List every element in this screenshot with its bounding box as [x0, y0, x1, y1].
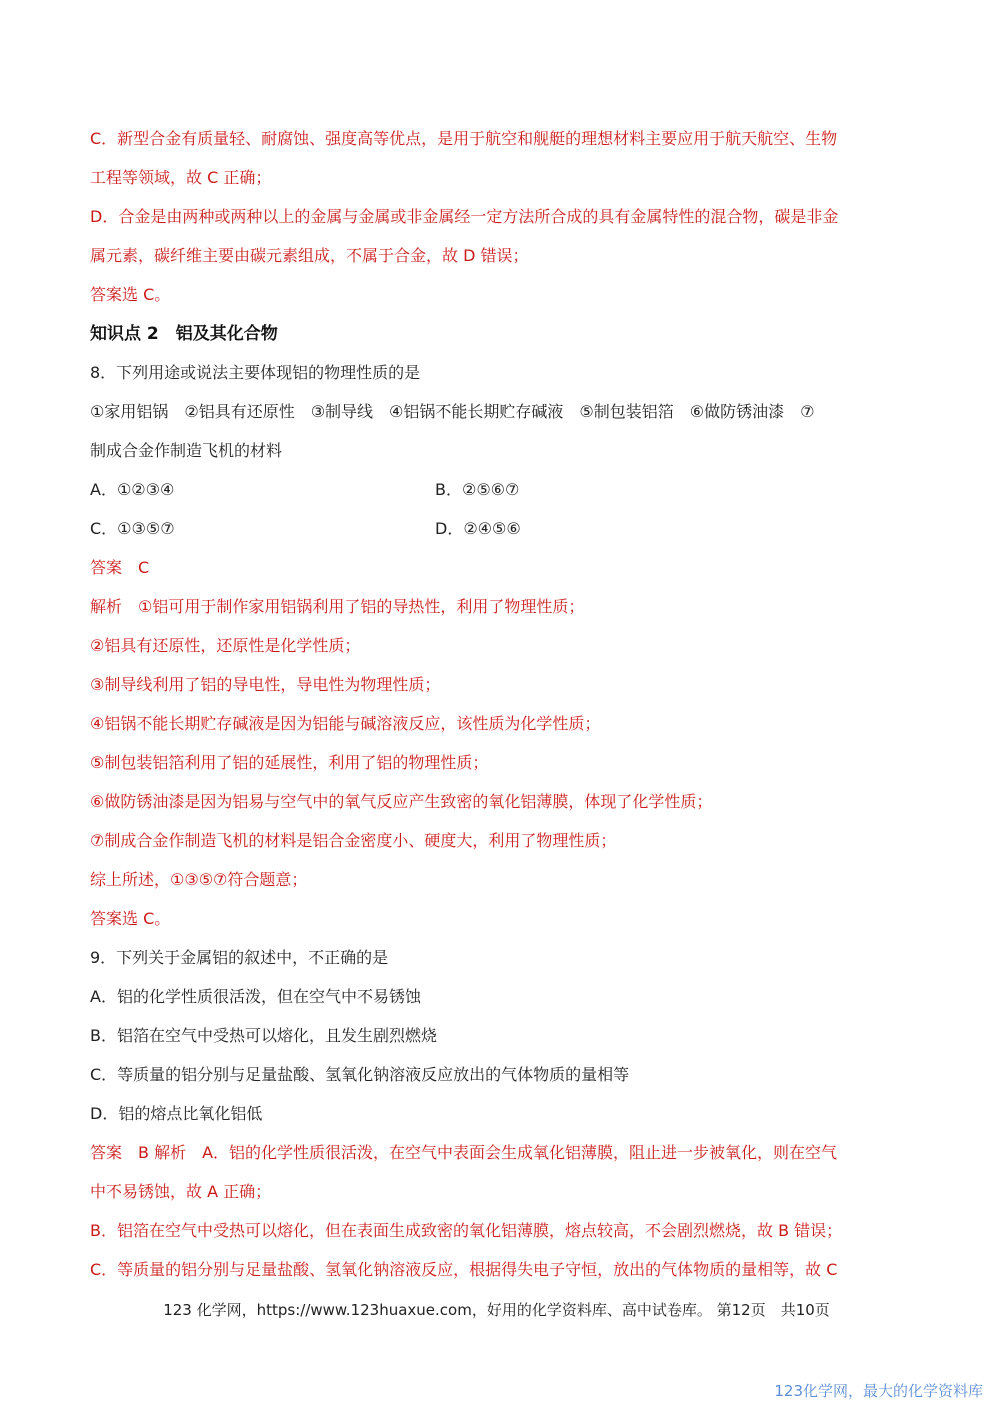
paragraph-line: D．合金是由两种或两种以上的金属与金属或非金属经一定方法所合成的具有金属特性的混合物，碳是非金	[90, 207, 839, 226]
analysis-line: 解析 ①铝可用于制作家用铝锅利用了铝的导热性，利用了物理性质；	[90, 597, 585, 616]
analysis-line: 综上所述，①③⑤⑦符合题意；	[90, 870, 308, 889]
option-a: A．①②③④	[90, 480, 175, 499]
answer-line: 中不易锈蚀，故 A 正确；	[90, 1182, 272, 1201]
page-footer: 123 化学网，https://www.123huaxue.com，好用的化学资料库、高中试卷库。 第12页 共10页	[163, 1301, 830, 1319]
analysis-line: 答案选 C。	[90, 909, 171, 928]
answer-line: 答案 B 解析 A．铝的化学性质很活泼，在空气中表面会生成氧化铝薄膜，阻止进一步被氧化，则在空气	[90, 1143, 838, 1162]
site-watermark: 123化学网，最大的化学资料库	[774, 1382, 983, 1400]
answer-line: B．铝箔在空气中受热可以熔化，但在表面生成致密的氧化铝薄膜，熔点较高，不会剧烈燃烧，故 B 错误；	[90, 1221, 843, 1240]
section-heading: 知识点 2 铝及其化合物	[90, 324, 278, 344]
analysis-line: ⑦制成合金作制造飞机的材料是铝合金密度小、硬度大，利用了物理性质；	[90, 831, 617, 850]
question-stem: 9．下列关于金属铝的叙述中，不正确的是	[90, 948, 389, 967]
analysis-line: ⑥做防锈油漆是因为铝易与空气中的氧气反应产生致密的氧化铝薄膜，体现了化学性质；	[90, 792, 713, 811]
paragraph-line: 属元素，碳纤维主要由碳元素组成，不属于合金，故 D 错误；	[90, 246, 529, 265]
option-a: A．铝的化学性质很活泼，但在空气中不易锈蚀	[90, 987, 421, 1006]
option-d: D．②④⑤⑥	[435, 519, 521, 538]
answer-line: C．等质量的铝分别与足量盐酸、氢氧化钠溶液反应，根据得失电子守恒，放出的气体物质的量相等，故 C	[90, 1260, 838, 1279]
analysis-line: ⑤制包装铝箔利用了铝的延展性，利用了铝的物理性质；	[90, 753, 489, 772]
answer-line: 答案 C	[90, 558, 150, 577]
analysis-line: ④铝锅不能长期贮存碱液是因为铝能与碱溶液反应，该性质为化学性质；	[90, 714, 601, 733]
paragraph-line: 工程等领域，故 C 正确；	[90, 168, 272, 187]
option-d: D．铝的熔点比氧化铝低	[90, 1104, 263, 1123]
analysis-line: ③制导线利用了铝的导电性，导电性为物理性质；	[90, 675, 441, 694]
question-items: ①家用铝锅 ②铝具有还原性 ③制导线 ④铝锅不能长期贮存碱液 ⑤制包装铝箔 ⑥做防锈油漆 ⑦	[90, 402, 815, 421]
paragraph-line: C．新型合金有质量轻、耐腐蚀、强度高等优点，是用于航空和舰艇的理想材料主要应用于航天航空、生物	[90, 129, 838, 148]
paragraph-line: 答案选 C。	[90, 285, 171, 304]
question-stem: 8．下列用途或说法主要体现铝的物理性质的是	[90, 363, 421, 382]
option-b: B．②⑤⑥⑦	[435, 480, 520, 499]
option-b: B．铝箔在空气中受热可以熔化，且发生剧烈燃烧	[90, 1026, 437, 1045]
analysis-line: ②铝具有还原性，还原性是化学性质；	[90, 636, 361, 655]
option-c: C．①③⑤⑦	[90, 519, 175, 538]
question-items: 制成合金作制造飞机的材料	[90, 441, 283, 460]
option-c: C．等质量的铝分别与足量盐酸、氢氧化钠溶液反应放出的气体物质的量相等	[90, 1065, 630, 1084]
